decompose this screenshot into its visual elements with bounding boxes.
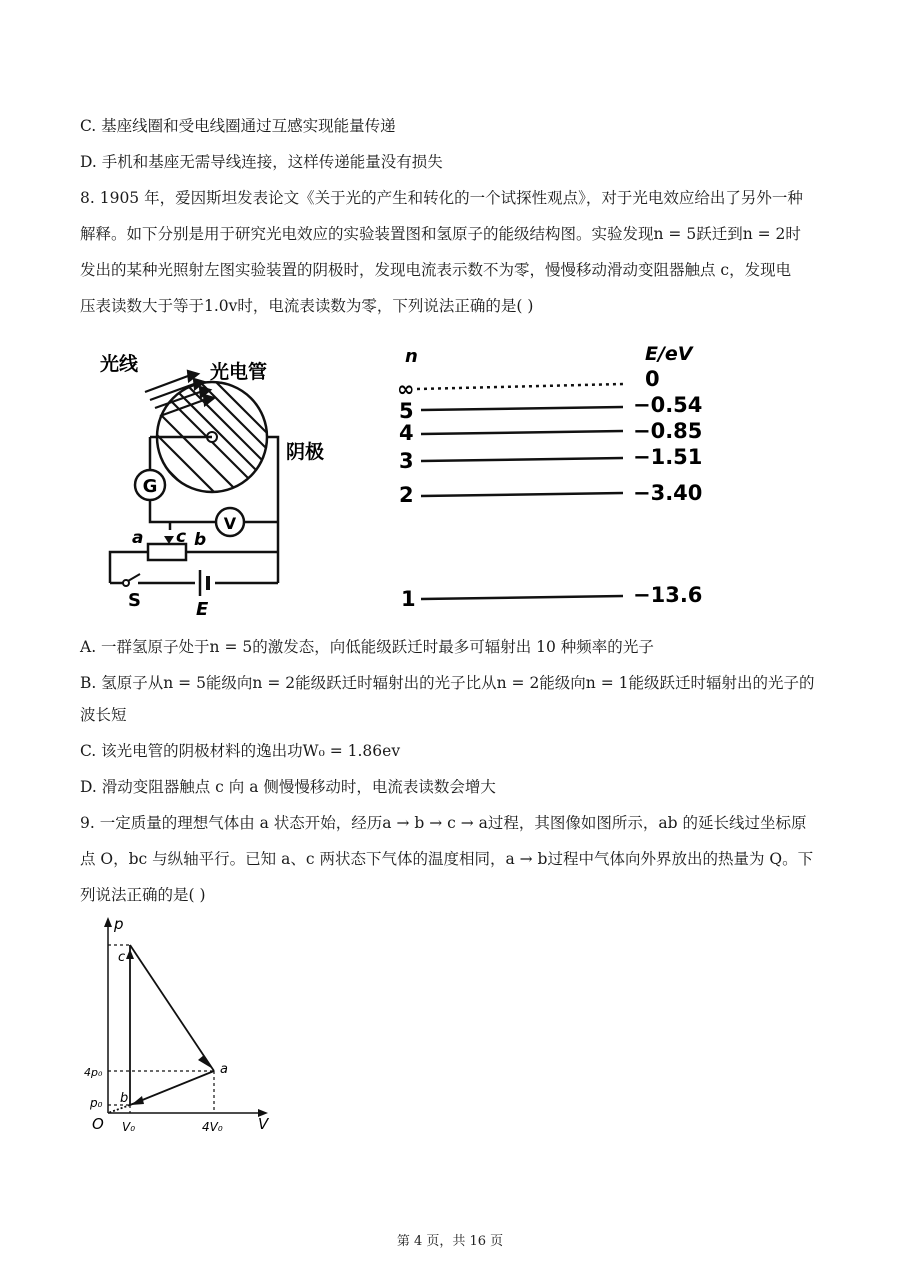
q9-stem-line-2: 点 O，bc 与纵轴平行。已知 a、c 两状态下气体的温度相同，a → b过程中气体向外界放出的热量为 Q。下 (80, 850, 814, 868)
q8-stem-line-1: 8. 1905 年，爱因斯坦发表论文《关于光的产生和转化的一个试探性观点》，对于光电效应给出了另外一种 (80, 189, 803, 207)
q8-stem-line-3: 发出的某种光照射左图实验装置的阴极时，发现电流表示数不为零，慢慢移动滑动变阻器触点 c，发现电 (80, 261, 792, 279)
galvanometer-label: G (142, 476, 158, 497)
option-q7-d: D. 手机和基座无需导线连接，这样传递能量没有损失 (80, 153, 443, 171)
v-tick-v0: V₀ (122, 1120, 136, 1134)
level-e-4: −0.85 (633, 419, 703, 443)
option-q8-b: B. 氢原子从n = 5能级向n = 2能级跃迁时辐射出的光子比从n = 2能级向n = 1能级跃迁时辐射出的光子的 (80, 674, 815, 692)
p-tick-4p0: 4p₀ (84, 1066, 103, 1079)
level-n-inf: ∞ (397, 377, 415, 401)
e-header: E/eV (645, 343, 693, 365)
v-tick-4v0: 4V₀ (202, 1120, 223, 1134)
level-n-1: 1 (401, 587, 416, 611)
level-line-inf (417, 384, 623, 389)
level-e-1: −13.6 (633, 583, 703, 607)
rheostat-a-label: a (132, 528, 144, 548)
option-q8-c: C. 该光电管的阴极材料的逸出功W₀ = 1.86ev (80, 742, 401, 760)
p-axis-label: p (114, 915, 124, 933)
option-q7-c: C. 基座线圈和受电线圈通过互感实现能量传递 (80, 117, 396, 135)
tube-label: 光电管 (210, 361, 268, 383)
q8-stem-line-4: 压表读数大于等于1.0v时，电流表读数为零，下列说法正确的是( ) (80, 297, 534, 315)
level-line-3 (421, 458, 623, 461)
photoelectric-circuit-diagram (90, 340, 390, 620)
q9-stem-line-1: 9. 一定质量的理想气体由 a 状态开始，经历a → b → c → a过程，其图像如图所示，ab 的延长线过坐标原 (80, 814, 807, 832)
level-e-2: −3.40 (633, 481, 703, 505)
battery-label: E (196, 599, 209, 620)
switch-label: S (128, 590, 141, 611)
n-header: n (405, 346, 418, 367)
level-e-inf: 0 (645, 367, 660, 391)
q9-stem-line-3: 列说法正确的是( ) (80, 886, 206, 904)
q8-stem-line-2: 解释。如下分别是用于研究光电效应的实验装置图和氢原子的能级结构图。实验发现n = 5跃迁到n = 2时 (80, 225, 801, 243)
level-n-4: 4 (399, 421, 414, 445)
point-b-label: b (120, 1091, 129, 1106)
v-axis-label: V (258, 1115, 269, 1133)
cathode-label: 阴极 (286, 441, 325, 463)
light-label: 光线 (100, 353, 139, 375)
level-line-2 (421, 493, 623, 496)
energy-level-diagram (395, 340, 735, 615)
point-c-label: c (118, 950, 126, 965)
level-n-2: 2 (399, 483, 414, 507)
pv-graph (80, 915, 280, 1145)
process-ca (130, 945, 214, 1071)
p-tick-p0: p₀ (90, 1096, 103, 1110)
option-q8-d: D. 滑动变阻器触点 c 向 a 侧慢慢移动时，电流表读数会增大 (80, 778, 496, 796)
point-a-label: a (220, 1062, 228, 1077)
option-q8-b-cont: 波长短 (80, 706, 127, 724)
page-footer: 第 4 页，共 16 页 (396, 1234, 504, 1249)
level-line-4 (421, 431, 623, 434)
level-n-5: 5 (399, 399, 414, 423)
level-n-3: 3 (399, 449, 414, 473)
level-e-3: −1.51 (633, 445, 703, 469)
level-e-5: −0.54 (633, 393, 703, 417)
origin-label: O (92, 1115, 104, 1133)
option-q8-a: A. 一群氢原子处于n = 5的激发态，向低能级跃迁时最多可辐射出 10 种频率的光子 (80, 638, 654, 656)
rheostat-c-label: c (176, 527, 187, 547)
rheostat-b-label: b (194, 530, 207, 550)
level-line-5 (421, 407, 623, 410)
level-line-1 (421, 596, 623, 599)
voltmeter-label: V (223, 514, 237, 533)
